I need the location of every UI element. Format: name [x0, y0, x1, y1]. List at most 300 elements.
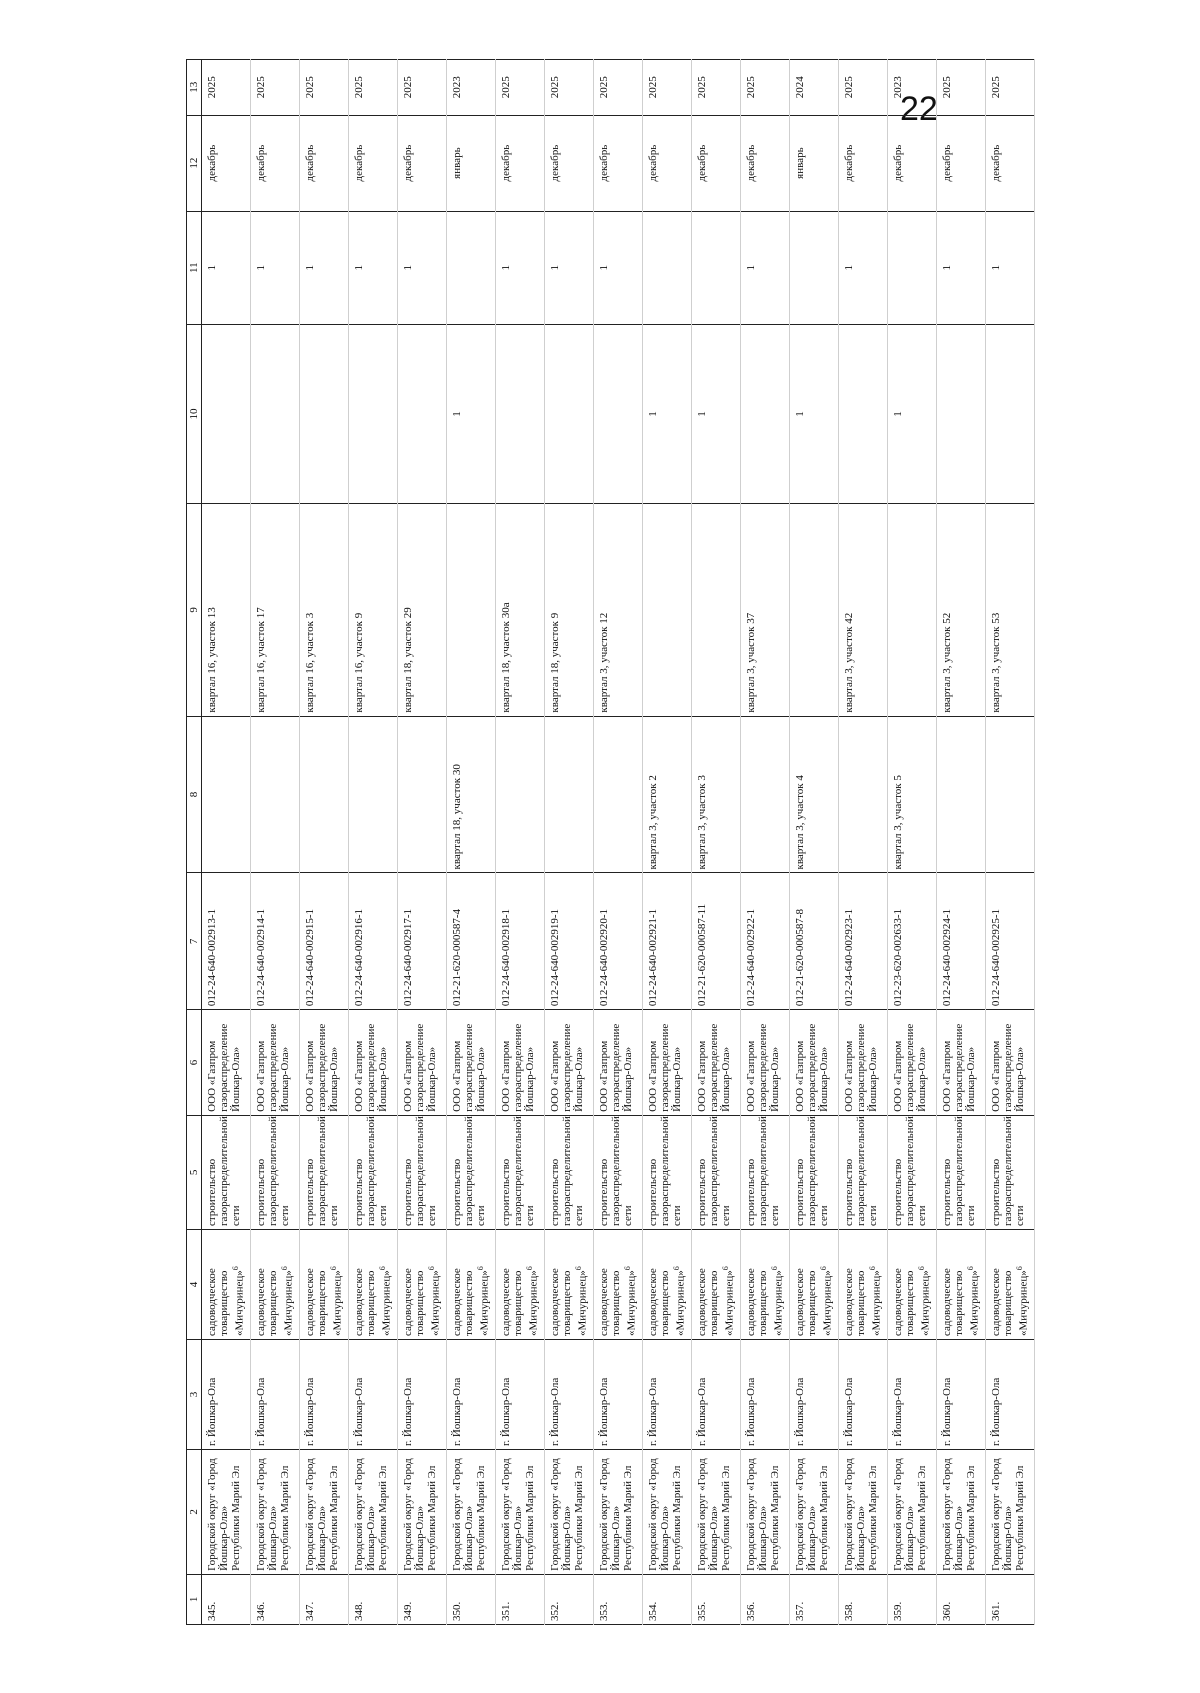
tsn-cell-text: садоводческое товарищество «Мичуринец»: [304, 1268, 344, 1336]
tsn-cell-text: садоводческое товарищество «Мичуринец»: [353, 1268, 393, 1336]
month-cell-text: декабрь: [206, 144, 218, 182]
owner-cell-text: Городской округ «Город Йошкар-Ола» Республики Марий Эл: [598, 1458, 634, 1571]
row-number: [398, 1574, 447, 1624]
year-cell-text: 2024: [794, 76, 806, 99]
owner-cell-text: Городской округ «Город Йошкар-Ола» Республики Марий Эл: [451, 1458, 487, 1571]
count-cell-11: [349, 211, 398, 324]
code-cell: [300, 873, 349, 1010]
work-type-cell-text: строительство газораспределительной сети: [206, 1116, 242, 1227]
work-type-cell: [986, 1115, 1035, 1229]
count-cell-10: [349, 324, 398, 503]
row-number: [888, 1574, 937, 1624]
plot-cell-8: [496, 716, 545, 873]
table-row: [349, 60, 398, 1625]
plot-cell-9-text: квартал 3, участок 52: [941, 612, 953, 713]
tsn-cell-text: садоводческое товарищество «Мичуринец»: [941, 1268, 981, 1336]
tsn-cell-text: садоводческое товарищество «Мичуринец»: [745, 1268, 785, 1336]
year-cell: [937, 60, 986, 116]
month-cell: [790, 115, 839, 211]
owner-cell-text: Городской округ «Город Йошкар-Ола» Республики Марий Эл: [647, 1458, 683, 1571]
code-cell: [496, 873, 545, 1010]
row-number: [937, 1574, 986, 1624]
count-cell-10: [986, 324, 1035, 503]
work-type-cell: [643, 1115, 692, 1229]
tsn-cell-text: садоводческое товарищество «Мичуринец»: [451, 1268, 491, 1336]
col-header: 3: [187, 1339, 202, 1449]
plot-cell-8: [447, 716, 496, 873]
col-header: 5: [187, 1115, 202, 1229]
count-cell-10-text: 1: [794, 411, 806, 417]
work-type-cell: [594, 1115, 643, 1229]
code-cell: [349, 873, 398, 1010]
month-cell: [839, 115, 888, 211]
city-cell-text: г. Йошкар-Ола: [941, 1377, 953, 1446]
code-cell: [839, 873, 888, 1010]
month-cell-text: декабрь: [843, 144, 855, 182]
count-cell-10-text: 1: [451, 411, 463, 417]
tsn-cell: [839, 1230, 888, 1340]
code-cell-text: 012-21-620-000587-4: [451, 908, 463, 1007]
code-cell-text: 012-24-640-002916-1: [353, 908, 365, 1007]
row-number: [839, 1574, 888, 1624]
organization-cell-text: ООО «Газпром газораспределение Йошкар-Ола»: [255, 1023, 291, 1112]
month-cell: [594, 115, 643, 211]
rotated-table-container: [186, 59, 1054, 1625]
plot-cell-8-text: квартал 18, участок 30: [451, 764, 463, 870]
year-cell: [692, 60, 741, 116]
work-type-cell-text: строительство газораспределительной сети: [500, 1116, 536, 1227]
plot-cell-8-text: квартал 3, участок 2: [647, 775, 659, 870]
count-cell-10: [937, 324, 986, 503]
tsn-cell-text: садоводческое товарищество «Мичуринец»: [794, 1268, 834, 1336]
code-cell: [398, 873, 447, 1010]
count-cell-10: [888, 324, 937, 503]
count-cell-11: [741, 211, 790, 324]
plot-cell-8: [349, 716, 398, 873]
plot-cell-8: [790, 716, 839, 873]
code-cell-text: 012-24-640-002922-1: [745, 908, 757, 1007]
plot-cell-8: [741, 716, 790, 873]
work-type-cell-text: строительство газораспределительной сети: [549, 1116, 585, 1227]
tsn-cell-text: садоводческое товарищество «Мичуринец»: [206, 1268, 246, 1336]
city-cell: [937, 1339, 986, 1449]
work-type-cell-text: строительство газораспределительной сети: [941, 1116, 977, 1227]
tsn-cell-text: садоводческое товарищество «Мичуринец»: [549, 1268, 589, 1336]
count-cell-10: [496, 324, 545, 503]
tsn-cell-text: садоводческое товарищество «Мичуринец»: [500, 1268, 540, 1336]
plot-cell-8: [398, 716, 447, 873]
count-cell-11: [496, 211, 545, 324]
plot-cell-8: [839, 716, 888, 873]
month-cell-text: декабрь: [745, 144, 757, 182]
count-cell-11: [937, 211, 986, 324]
row-number: [349, 1574, 398, 1624]
count-cell-11: [545, 211, 594, 324]
owner-cell: [349, 1449, 398, 1574]
row-number-text: 361.: [990, 1601, 1002, 1621]
work-type-cell-text: строительство газораспределительной сети: [892, 1116, 928, 1227]
year-cell: [447, 60, 496, 116]
footnote-mark: 6: [623, 1266, 632, 1271]
organization-cell: [888, 1010, 937, 1116]
plot-cell-9: [202, 504, 251, 716]
year-cell-text: 2025: [304, 76, 316, 99]
code-cell-text: 012-24-640-002918-1: [500, 908, 512, 1007]
count-cell-10-text: 1: [892, 411, 904, 417]
row-number: [300, 1574, 349, 1624]
tsn-cell-text: садоводческое товарищество «Мичуринец»: [892, 1268, 932, 1336]
owner-cell: [251, 1449, 300, 1574]
count-cell-11: [692, 211, 741, 324]
plot-cell-9-text: квартал 3, участок 53: [990, 612, 1002, 713]
count-cell-10: [447, 324, 496, 503]
count-cell-11-text: 1: [402, 264, 414, 271]
month-cell: [986, 115, 1035, 211]
owner-cell: [643, 1449, 692, 1574]
work-type-cell: [545, 1115, 594, 1229]
owner-cell-text: Городской округ «Город Йошкар-Ола» Республики Марий Эл: [892, 1458, 928, 1571]
organization-cell: [202, 1010, 251, 1116]
table-body: [202, 60, 1035, 1625]
organization-cell: [251, 1010, 300, 1116]
work-type-cell-text: строительство газораспределительной сети: [990, 1116, 1026, 1227]
tsn-cell: [251, 1230, 300, 1340]
code-cell-text: 012-24-640-002914-1: [255, 908, 267, 1007]
city-cell-text: г. Йошкар-Ола: [696, 1377, 708, 1446]
work-type-cell: [888, 1115, 937, 1229]
code-cell-text: 012-24-640-002923-1: [843, 908, 855, 1007]
owner-cell: [888, 1449, 937, 1574]
footnote-mark: 6: [672, 1266, 681, 1271]
plot-cell-9: [447, 504, 496, 716]
city-cell: [398, 1339, 447, 1449]
plot-cell-8: [202, 716, 251, 873]
footnote-mark: 6: [476, 1266, 485, 1271]
year-cell-text: 2025: [696, 76, 708, 99]
owner-cell: [545, 1449, 594, 1574]
row-number: [643, 1574, 692, 1624]
city-cell-text: г. Йошкар-Ола: [549, 1377, 561, 1446]
year-cell: [888, 60, 937, 116]
city-cell: [496, 1339, 545, 1449]
code-cell: [692, 873, 741, 1010]
owner-cell-text: Городской округ «Город Йошкар-Ола» Республики Марий Эл: [745, 1458, 781, 1571]
plot-cell-9: [496, 504, 545, 716]
organization-cell-text: ООО «Газпром газораспределение Йошкар-Ола»: [696, 1023, 732, 1112]
work-type-cell: [839, 1115, 888, 1229]
code-cell-text: 012-21-620-000587-8: [794, 908, 806, 1007]
owner-cell: [790, 1449, 839, 1574]
plot-cell-9-text: квартал 3, участок 42: [843, 612, 855, 713]
plot-cell-9-text: квартал 18, участок 9: [549, 612, 561, 713]
plot-cell-8: [937, 716, 986, 873]
work-type-cell-text: строительство газораспределительной сети: [402, 1116, 438, 1227]
organization-cell-text: ООО «Газпром газораспределение Йошкар-Ола»: [500, 1023, 536, 1112]
table-row: [300, 60, 349, 1625]
table-row: [594, 60, 643, 1625]
code-cell-text: 012-24-640-002915-1: [304, 908, 316, 1007]
table-row: [251, 60, 300, 1625]
plot-cell-9: [545, 504, 594, 716]
work-type-cell-text: строительство газораспределительной сети: [794, 1116, 830, 1227]
footnote-mark: 6: [427, 1266, 436, 1271]
col-header: 12: [187, 115, 202, 211]
tsn-cell: [692, 1230, 741, 1340]
count-cell-11-text: 1: [598, 264, 610, 271]
plot-cell-9-text: квартал 18, участок 29: [402, 607, 414, 713]
count-cell-10: [790, 324, 839, 503]
count-cell-11: [594, 211, 643, 324]
table-row: [496, 60, 545, 1625]
footnote-mark: 6: [966, 1266, 975, 1271]
code-cell-text: 012-24-640-002913-1: [206, 908, 218, 1007]
plot-cell-9: [251, 504, 300, 716]
organization-cell-text: ООО «Газпром газораспределение Йошкар-Ола»: [941, 1023, 977, 1112]
month-cell-text: декабрь: [402, 144, 414, 182]
month-cell: [251, 115, 300, 211]
owner-cell: [300, 1449, 349, 1574]
row-number: [202, 1574, 251, 1624]
year-cell-text: 2025: [647, 76, 659, 99]
city-cell: [839, 1339, 888, 1449]
count-cell-11-text: 1: [941, 264, 953, 271]
plot-cell-9: [643, 504, 692, 716]
count-cell-11: [447, 211, 496, 324]
code-cell: [741, 873, 790, 1010]
row-number-text: 359.: [892, 1601, 904, 1621]
organization-cell-text: ООО «Газпром газораспределение Йошкар-Ола»: [402, 1023, 438, 1112]
owner-cell-text: Городской округ «Город Йошкар-Ола» Республики Марий Эл: [304, 1458, 340, 1571]
year-cell-text: 2025: [598, 76, 610, 99]
city-cell-text: г. Йошкар-Ола: [402, 1377, 414, 1446]
count-cell-10-text: 1: [696, 411, 708, 417]
count-cell-10: [202, 324, 251, 503]
owner-cell-text: Городской округ «Город Йошкар-Ола» Республики Марий Эл: [500, 1458, 536, 1571]
code-cell: [251, 873, 300, 1010]
month-cell-text: декабрь: [255, 144, 267, 182]
tsn-cell: [790, 1230, 839, 1340]
city-cell: [888, 1339, 937, 1449]
city-cell-text: г. Йошкар-Ола: [304, 1377, 316, 1446]
organization-cell-text: ООО «Газпром газораспределение Йошкар-Ола»: [745, 1023, 781, 1112]
count-cell-10: [839, 324, 888, 503]
code-cell: [202, 873, 251, 1010]
code-cell-text: 012-24-640-002919-1: [549, 908, 561, 1007]
year-cell: [839, 60, 888, 116]
count-cell-11: [300, 211, 349, 324]
month-cell: [888, 115, 937, 211]
organization-cell: [790, 1010, 839, 1116]
page-number: 22: [900, 90, 938, 128]
month-cell-text: декабрь: [598, 144, 610, 182]
organization-cell: [986, 1010, 1035, 1116]
organization-cell-text: ООО «Газпром газораспределение Йошкар-Ола»: [598, 1023, 634, 1112]
month-cell-text: декабрь: [500, 144, 512, 182]
footnote-mark: 6: [231, 1266, 240, 1271]
year-cell: [300, 60, 349, 116]
year-cell-text: 2025: [353, 76, 365, 99]
month-cell: [447, 115, 496, 211]
tsn-cell: [888, 1230, 937, 1340]
plot-cell-9: [300, 504, 349, 716]
col-header: 8: [187, 716, 202, 873]
plot-cell-9-text: квартал 16, участок 17: [255, 607, 267, 713]
year-cell: [251, 60, 300, 116]
row-number-text: 353.: [598, 1601, 610, 1621]
row-number-text: 354.: [647, 1601, 659, 1621]
city-cell: [986, 1339, 1035, 1449]
footnote-mark: 6: [329, 1266, 338, 1271]
city-cell: [202, 1339, 251, 1449]
owner-cell: [398, 1449, 447, 1574]
row-number-text: 347.: [304, 1601, 316, 1621]
row-number-text: 358.: [843, 1601, 855, 1621]
col-header: 1: [187, 1574, 202, 1624]
work-type-cell: [741, 1115, 790, 1229]
table-row: [447, 60, 496, 1625]
owner-cell-text: Городской округ «Город Йошкар-Ола» Республики Марий Эл: [794, 1458, 830, 1571]
work-type-cell: [447, 1115, 496, 1229]
month-cell-text: декабрь: [990, 144, 1002, 182]
table-row: [937, 60, 986, 1625]
work-type-cell-text: строительство газораспределительной сети: [745, 1116, 781, 1227]
code-cell: [790, 873, 839, 1010]
row-number-text: 345.: [206, 1601, 218, 1621]
work-type-cell-text: строительство газораспределительной сети: [843, 1116, 879, 1227]
plot-cell-9-text: квартал 16, участок 3: [304, 612, 316, 713]
year-cell: [594, 60, 643, 116]
city-cell: [349, 1339, 398, 1449]
footnote-mark: 6: [1015, 1266, 1024, 1271]
count-cell-11: [643, 211, 692, 324]
city-cell-text: г. Йошкар-Ола: [353, 1377, 365, 1446]
organization-cell-text: ООО «Газпром газораспределение Йошкар-Ола»: [990, 1023, 1026, 1112]
plot-cell-9: [594, 504, 643, 716]
count-cell-11-text: 1: [745, 264, 757, 271]
plot-cell-8: [986, 716, 1035, 873]
city-cell: [447, 1339, 496, 1449]
city-cell-text: г. Йошкар-Ола: [255, 1377, 267, 1446]
row-number-text: 351.: [500, 1601, 512, 1621]
tsn-cell-text: садоводческое товарищество «Мичуринец»: [990, 1268, 1030, 1336]
organization-cell-text: ООО «Газпром газораспределение Йошкар-Ола»: [304, 1023, 340, 1112]
table-row: [202, 60, 251, 1625]
month-cell-text: январь: [451, 147, 463, 179]
organization-cell-text: ООО «Газпром газораспределение Йошкар-Ола»: [206, 1023, 242, 1112]
work-type-cell: [300, 1115, 349, 1229]
table-row: [643, 60, 692, 1625]
owner-cell-text: Городской округ «Город Йошкар-Ола» Республики Марий Эл: [402, 1458, 438, 1571]
footnote-mark: 6: [721, 1266, 730, 1271]
year-cell-text: 2025: [500, 76, 512, 99]
col-header: 7: [187, 873, 202, 1010]
year-cell-text: 2025: [549, 76, 561, 99]
row-number-text: 355.: [696, 1601, 708, 1621]
work-type-cell-text: строительство газораспределительной сети: [304, 1116, 340, 1227]
tsn-cell: [496, 1230, 545, 1340]
year-cell-text: 2025: [402, 76, 414, 99]
row-number: [790, 1574, 839, 1624]
city-cell-text: г. Йошкар-Ола: [990, 1377, 1002, 1446]
tsn-cell: [937, 1230, 986, 1340]
plot-cell-8: [545, 716, 594, 873]
year-cell: [741, 60, 790, 116]
organization-cell: [692, 1010, 741, 1116]
organization-cell: [839, 1010, 888, 1116]
month-cell: [545, 115, 594, 211]
year-cell: [986, 60, 1035, 116]
year-cell: [643, 60, 692, 116]
plot-cell-9: [349, 504, 398, 716]
count-cell-10: [251, 324, 300, 503]
tsn-cell: [545, 1230, 594, 1340]
work-type-cell-text: строительство газораспределительной сети: [647, 1116, 683, 1227]
row-number-text: 348.: [353, 1601, 365, 1621]
footnote-mark: 6: [917, 1266, 926, 1271]
city-cell: [643, 1339, 692, 1449]
owner-cell-text: Городской округ «Город Йошкар-Ола» Республики Марий Эл: [941, 1458, 977, 1571]
plot-cell-9: [398, 504, 447, 716]
plot-cell-8: [643, 716, 692, 873]
organization-cell-text: ООО «Газпром газораспределение Йошкар-Ола»: [451, 1023, 487, 1112]
work-type-cell-text: строительство газораспределительной сети: [696, 1116, 732, 1227]
col-header: 2: [187, 1449, 202, 1574]
city-cell-text: г. Йошкар-Ола: [647, 1377, 659, 1446]
table-row: [692, 60, 741, 1625]
work-type-cell: [251, 1115, 300, 1229]
count-cell-11-text: 1: [255, 264, 267, 271]
tsn-cell: [643, 1230, 692, 1340]
plot-cell-9-text: квартал 3, участок 12: [598, 612, 610, 713]
month-cell-text: декабрь: [304, 144, 316, 182]
row-number-text: 352.: [549, 1601, 561, 1621]
row-number: [692, 1574, 741, 1624]
row-number: [741, 1574, 790, 1624]
table-row: [790, 60, 839, 1625]
tsn-cell-text: садоводческое товарищество «Мичуринец»: [696, 1268, 736, 1336]
col-header: 13: [187, 60, 202, 116]
count-cell-11-text: 1: [304, 264, 316, 271]
city-cell-text: г. Йошкар-Ола: [892, 1377, 904, 1446]
year-cell-text: 2023: [451, 76, 463, 99]
code-cell-text: 012-24-640-002921-1: [647, 908, 659, 1007]
year-cell-text: 2023: [892, 76, 904, 99]
plot-cell-9-text: квартал 16, участок 13: [206, 607, 218, 713]
code-cell: [643, 873, 692, 1010]
row-number-text: 356.: [745, 1601, 757, 1621]
plot-cell-9: [986, 504, 1035, 716]
count-cell-11-text: 1: [500, 264, 512, 271]
row-number: [545, 1574, 594, 1624]
owner-cell: [937, 1449, 986, 1574]
work-type-cell-text: строительство газораспределительной сети: [451, 1116, 487, 1227]
plot-cell-8-text: квартал 3, участок 5: [892, 775, 904, 870]
work-type-cell: [398, 1115, 447, 1229]
plot-cell-9: [692, 504, 741, 716]
count-cell-10: [545, 324, 594, 503]
owner-cell-text: Городской округ «Город Йошкар-Ола» Республики Марий Эл: [255, 1458, 291, 1571]
city-cell: [251, 1339, 300, 1449]
owner-cell: [692, 1449, 741, 1574]
work-type-cell-text: строительство газораспределительной сети: [598, 1116, 634, 1227]
month-cell: [398, 115, 447, 211]
organization-cell: [643, 1010, 692, 1116]
code-cell-text: 012-21-620-000587-11: [696, 903, 708, 1007]
year-cell-text: 2025: [206, 76, 218, 99]
tsn-cell: [300, 1230, 349, 1340]
month-cell: [937, 115, 986, 211]
month-cell-text: декабрь: [696, 144, 708, 182]
